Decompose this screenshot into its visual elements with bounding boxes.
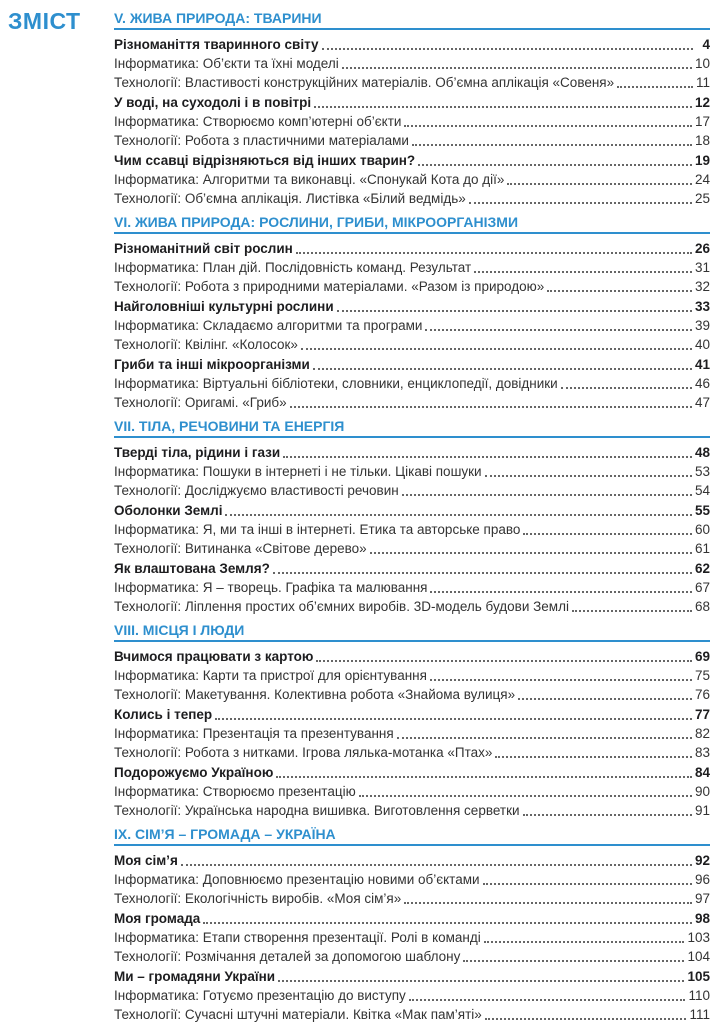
entry-title: Інформатика: Я – творець. Графіка та малювання: [114, 580, 428, 595]
entry-title: Подорожуємо Україною: [114, 765, 274, 780]
toc-entry-lesson[interactable]: [114, 443, 710, 462]
dot-leader: [404, 902, 692, 904]
dot-leader: [313, 368, 692, 370]
toc-entry-subtopic[interactable]: [114, 335, 710, 354]
dot-leader: [547, 290, 692, 292]
page-number: 41: [694, 357, 710, 372]
toc-entry-subtopic[interactable]: [114, 666, 710, 685]
section-heading: IX. СІМ’Я – ГРОМАДА – УКРАЇНА: [114, 824, 710, 846]
toc-entry-subtopic[interactable]: [114, 947, 710, 966]
toc-entry-lesson[interactable]: [114, 501, 710, 520]
toc-entry-lesson[interactable]: [114, 909, 710, 928]
entry-title: Технології: Оригамі. «Гриб»: [114, 395, 287, 410]
toc-entry-subtopic[interactable]: [114, 462, 710, 481]
lesson-group: [114, 705, 710, 762]
toc-entry-subtopic[interactable]: [114, 189, 710, 208]
entry-title: Технології: Макетування. Колективна робота «Знайома вулиця»: [114, 687, 516, 702]
page-number: 46: [694, 376, 710, 391]
entry-title: Технології: Квілінг. «Колосок»: [114, 337, 298, 352]
dot-leader: [430, 679, 692, 681]
page-number: 32: [694, 279, 710, 294]
lesson-group: [114, 35, 710, 92]
lesson-group: [114, 851, 710, 908]
toc-entry-lesson[interactable]: [114, 297, 710, 316]
page-number: 90: [694, 784, 710, 799]
dot-leader: [425, 329, 691, 331]
entry-title: Інформатика: Складаємо алгоритми та програми: [114, 318, 423, 333]
page-number: 91: [694, 803, 710, 818]
entry-title: Технології: Робота з нитками. Ігрова лялька-мотанка «Птах»: [114, 745, 493, 760]
entry-title: Найголовніші культурні рослини: [114, 299, 334, 314]
dot-leader: [518, 698, 692, 700]
entry-title: Моя громада: [114, 911, 201, 926]
page-number: 67: [694, 580, 710, 595]
toc-section: [114, 620, 710, 820]
page-number: 40: [694, 337, 710, 352]
toc-entry-subtopic[interactable]: [114, 539, 710, 558]
lesson-group: [114, 763, 710, 820]
entry-title: Технології: Розмічання деталей за допомогою шаблону: [114, 949, 461, 964]
dot-leader: [215, 718, 692, 720]
page-number: 76: [694, 687, 710, 702]
lesson-group: [114, 355, 710, 412]
dot-leader: [463, 960, 684, 962]
page-number: 60: [694, 522, 710, 537]
page-number: 61: [694, 541, 710, 556]
toc-entry-subtopic[interactable]: [114, 374, 710, 393]
entry-title: Гриби та інші мікроорганізми: [114, 357, 310, 372]
dot-leader: [316, 660, 692, 662]
toc-entry-subtopic[interactable]: [114, 481, 710, 500]
page-number: 54: [694, 483, 710, 498]
page-number: 97: [694, 891, 710, 906]
page-number: 10: [694, 56, 710, 71]
toc-entry-lesson[interactable]: [114, 239, 710, 258]
section-heading: VIII. МІСЦЯ І ЛЮДИ: [114, 620, 710, 642]
lesson-group: [114, 93, 710, 150]
entry-title: Технології: Досліджуємо властивості речовин: [114, 483, 399, 498]
dot-leader: [314, 106, 692, 108]
page-number: 31: [694, 260, 710, 275]
dot-leader: [402, 494, 692, 496]
page-number: 12: [694, 95, 710, 110]
section-heading: VI. ЖИВА ПРИРОДА: РОСЛИНИ, ГРИБИ, МІКРООРГАНІЗМИ: [114, 212, 710, 234]
section-heading: V. ЖИВА ПРИРОДА: ТВАРИНИ: [114, 8, 710, 30]
lesson-group: [114, 647, 710, 704]
dot-leader: [283, 456, 692, 458]
entry-title: Інформатика: План дій. Послідовність команд. Результат: [114, 260, 472, 275]
dot-leader: [404, 125, 692, 127]
dot-leader: [370, 552, 692, 554]
entry-title: Інформатика: Презентація та презентування: [114, 726, 394, 741]
toc-entry-subtopic[interactable]: [114, 578, 710, 597]
page-number: 26: [694, 241, 710, 256]
toc-entry-subtopic[interactable]: [114, 986, 710, 1005]
dot-leader: [337, 310, 692, 312]
toc-title: ЗМІСТ: [8, 8, 81, 34]
entry-title: Технології: Екологічність виробів. «Моя сім’я»: [114, 891, 402, 906]
dot-leader: [469, 202, 692, 204]
dot-leader: [203, 922, 692, 924]
dot-leader: [412, 144, 692, 146]
toc-entry-subtopic[interactable]: [114, 782, 710, 801]
dot-leader: [507, 183, 692, 185]
entry-title: Оболонки Землі: [114, 503, 223, 518]
page-number: 48: [694, 445, 710, 460]
dot-leader: [296, 252, 692, 254]
toc-entry-lesson[interactable]: [114, 93, 710, 112]
page-number: 62: [694, 561, 710, 576]
dot-leader: [474, 271, 692, 273]
entry-title: Різноманіття тваринного світу: [114, 37, 319, 52]
page-number: 92: [694, 853, 710, 868]
toc-entry-subtopic[interactable]: [114, 520, 710, 539]
toc-entry-subtopic[interactable]: [114, 131, 710, 150]
lesson-group: [114, 297, 710, 354]
lesson-group: [114, 443, 710, 500]
entry-title: Технології: Об’ємна аплікація. Листівка «Білий ведмідь»: [114, 191, 466, 206]
page-number: 96: [694, 872, 710, 887]
page-number: 75: [694, 668, 710, 683]
page-number: 103: [687, 930, 710, 945]
entry-title: Інформатика: Пошуки в інтернеті і не тільки. Цікаві пошуки: [114, 464, 482, 479]
dot-leader: [273, 572, 692, 574]
entry-title: Інформатика: Алгоритми та виконавці. «Спонукай Кота до дії»: [114, 172, 505, 187]
dot-leader: [572, 610, 692, 612]
page-number: 55: [694, 503, 710, 518]
entry-title: Як влаштована Земля?: [114, 561, 270, 576]
dot-leader: [561, 387, 692, 389]
entry-title: Різноманітний світ рослин: [114, 241, 293, 256]
entry-title: Технології: Українська народна вишивка. Виготовлення серветки: [114, 803, 520, 818]
entry-title: Інформатика: Створюємо комп’ютерні об’єкти: [114, 114, 402, 129]
section-heading: VII. ТІЛА, РЕЧОВИНИ ТА ЕНЕРГІЯ: [114, 416, 710, 438]
lesson-group: [114, 967, 710, 1024]
lesson-group: [114, 909, 710, 966]
toc-entry-subtopic[interactable]: [114, 54, 710, 73]
dot-leader: [278, 980, 684, 982]
dot-leader: [342, 67, 692, 69]
toc-section: [114, 416, 710, 616]
page-number: 83: [694, 745, 710, 760]
page-number: 4: [702, 37, 710, 52]
page-number: 53: [694, 464, 710, 479]
toc-entry-subtopic[interactable]: [114, 1005, 710, 1024]
toc-entry-subtopic[interactable]: [114, 393, 710, 412]
page-number: 82: [694, 726, 710, 741]
toc-entry-lesson[interactable]: [114, 355, 710, 374]
dot-leader: [523, 814, 692, 816]
entry-title: Тверді тіла, рідини і гази: [114, 445, 281, 460]
dot-leader: [484, 941, 685, 943]
dot-leader: [523, 533, 692, 535]
dot-leader: [495, 756, 692, 758]
toc-entry-subtopic[interactable]: [114, 170, 710, 189]
lesson-group: [114, 239, 710, 296]
dot-leader: [430, 591, 691, 593]
table-of-contents: [114, 8, 710, 1028]
page-number: 69: [694, 649, 710, 664]
entry-title: Вчимося працювати з картою: [114, 649, 314, 664]
page-number: 111: [689, 1007, 710, 1022]
page-number: 47: [694, 395, 710, 410]
toc-entry-lesson[interactable]: [114, 559, 710, 578]
dot-leader: [290, 406, 692, 408]
toc-entry-lesson[interactable]: [114, 151, 710, 170]
toc-entry-lesson[interactable]: [114, 647, 710, 666]
entry-title: Технології: Витинанка «Світове дерево»: [114, 541, 367, 556]
toc-entry-subtopic[interactable]: [114, 889, 710, 908]
toc-entry-subtopic[interactable]: [114, 316, 710, 335]
toc-entry-subtopic[interactable]: [114, 112, 710, 131]
entry-title: Інформатика: Етапи створення презентації. Ролі в команді: [114, 930, 481, 945]
dot-leader: [617, 86, 693, 88]
toc-entry-lesson[interactable]: [114, 851, 710, 870]
entry-title: Інформатика: Я, ми та інші в інтернеті. Етика та авторське право: [114, 522, 521, 537]
entry-title: Ми – громадяни України: [114, 969, 276, 984]
page-number: 25: [694, 191, 710, 206]
entry-title: Інформатика: Віртуальні бібліотеки, словники, енциклопедії, довідники: [114, 376, 558, 391]
dot-leader: [485, 475, 692, 477]
toc-entry-lesson[interactable]: [114, 705, 710, 724]
page-number: 105: [687, 969, 710, 984]
page-number: 17: [694, 114, 710, 129]
entry-title: Інформатика: Карти та пристрої для орієнтування: [114, 668, 427, 683]
entry-title: Технології: Властивості конструкційних матеріалів. Об’ємна аплікація «Совеня»: [114, 75, 615, 90]
entry-title: Технології: Ліплення простих об’ємних виробів. 3D-модель будови Землі: [114, 599, 569, 614]
page-number: 11: [695, 75, 710, 90]
dot-leader: [409, 999, 686, 1001]
toc-section: [114, 824, 710, 1024]
entry-title: Технології: Робота з пластичними матеріалами: [114, 133, 409, 148]
toc-entry-subtopic[interactable]: [114, 597, 710, 616]
dot-leader: [225, 514, 692, 516]
entry-title: Моя сім’я: [114, 853, 178, 868]
lesson-group: [114, 559, 710, 616]
entry-title: Технології: Сучасні штучні матеріали. Квітка «Мак пам’яті»: [114, 1007, 482, 1022]
page-number: 104: [687, 949, 710, 964]
dot-leader: [322, 48, 693, 50]
page-number: 77: [694, 707, 710, 722]
page-number: 24: [694, 172, 710, 187]
page-number: 33: [694, 299, 710, 314]
page-number: 68: [694, 599, 710, 614]
lesson-group: [114, 151, 710, 208]
toc-entry-subtopic[interactable]: [114, 928, 710, 947]
toc-section: [114, 212, 710, 412]
dot-leader: [181, 864, 692, 866]
page-number: 98: [694, 911, 710, 926]
toc-entry-subtopic[interactable]: [114, 743, 710, 762]
lesson-group: [114, 501, 710, 558]
page-number: 39: [694, 318, 710, 333]
toc-entry-subtopic[interactable]: [114, 801, 710, 820]
dot-leader: [359, 795, 692, 797]
entry-title: У воді, на суходолі і в повітрі: [114, 95, 312, 110]
entry-title: Інформатика: Готуємо презентацію до виступу: [114, 988, 406, 1003]
entry-title: Інформатика: Об’єкти та їхні моделі: [114, 56, 339, 71]
toc-entry-subtopic[interactable]: [114, 73, 710, 92]
dot-leader: [301, 348, 692, 350]
dot-leader: [418, 164, 692, 166]
toc-section: [114, 8, 710, 208]
entry-title: Колись і тепер: [114, 707, 213, 722]
entry-title: Інформатика: Доповнюємо презентацію новими об’єктами: [114, 872, 480, 887]
toc-entry-lesson[interactable]: [114, 35, 710, 54]
dot-leader: [483, 883, 692, 885]
dot-leader: [485, 1018, 687, 1020]
entry-title: Інформатика: Створюємо презентацію: [114, 784, 356, 799]
entry-title: Чим ссавці відрізняються від інших тварин?: [114, 153, 416, 168]
dot-leader: [397, 737, 692, 739]
entry-title: Технології: Робота з природними матеріалами. «Разом із природою»: [114, 279, 545, 294]
toc-entry-subtopic[interactable]: [114, 277, 710, 296]
toc-entry-subtopic[interactable]: [114, 870, 710, 889]
dot-leader: [276, 776, 692, 778]
toc-entry-lesson[interactable]: [114, 763, 710, 782]
toc-entry-subtopic[interactable]: [114, 724, 710, 743]
page-number: 84: [694, 765, 710, 780]
page-number: 18: [694, 133, 710, 148]
toc-entry-subtopic[interactable]: [114, 685, 710, 704]
page-number: 19: [694, 153, 710, 168]
page-number: 110: [688, 988, 710, 1003]
toc-entry-subtopic[interactable]: [114, 258, 710, 277]
